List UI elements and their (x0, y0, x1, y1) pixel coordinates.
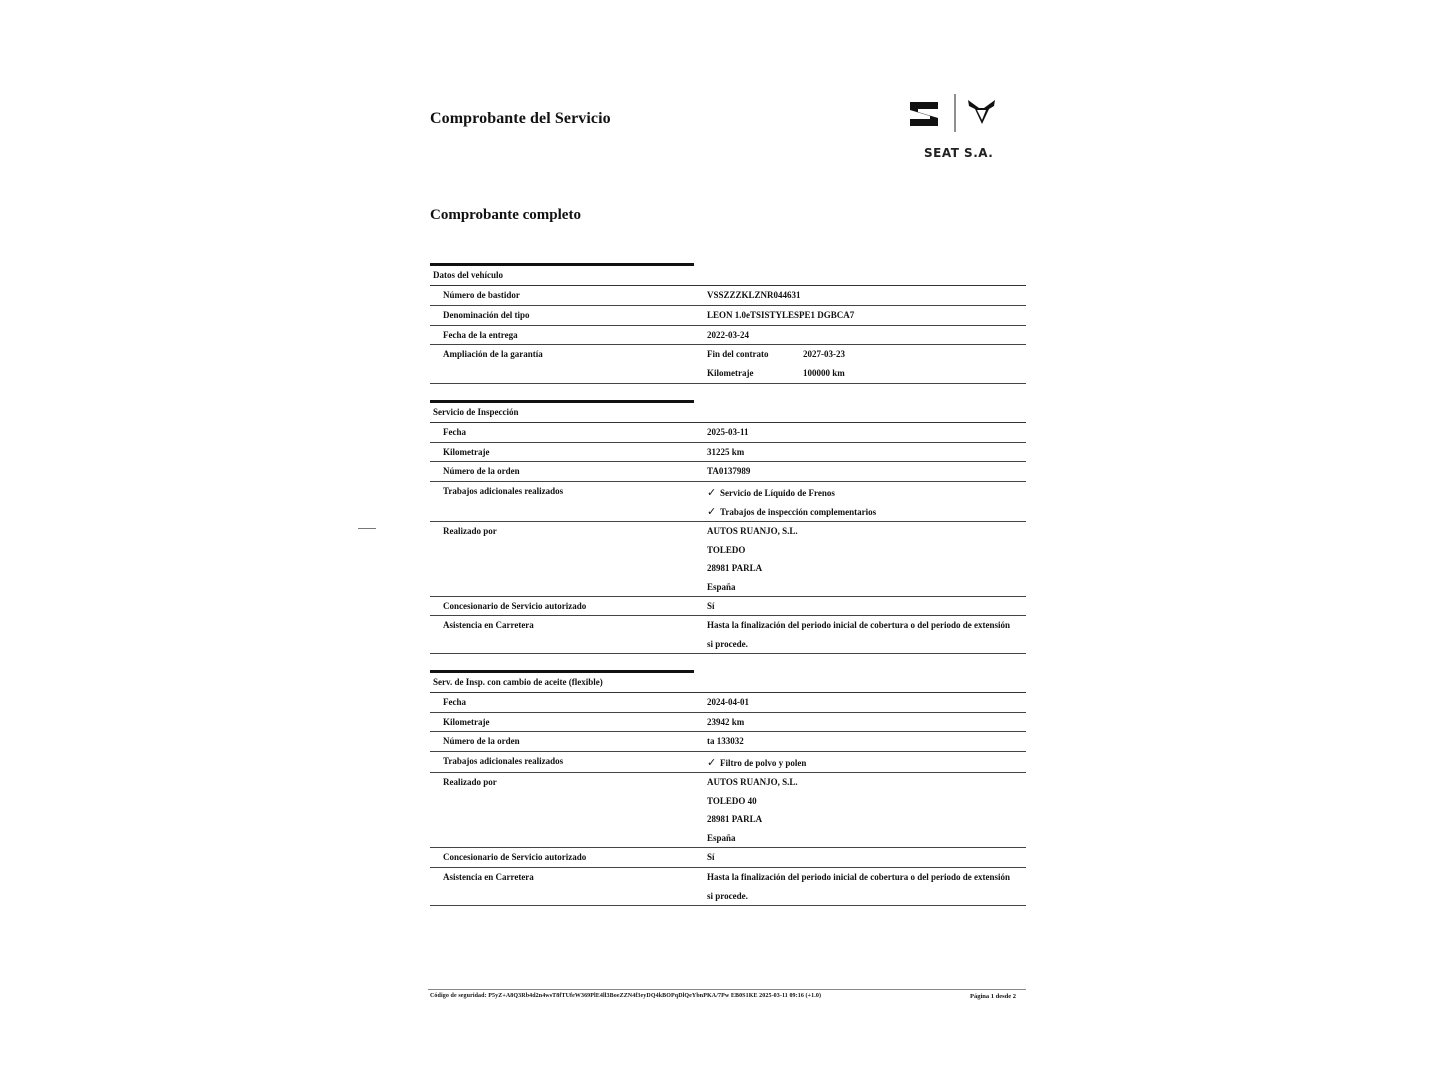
address-line: 28981 PARLA (707, 814, 763, 824)
assist-line: Hasta la finalización del periodo inicial de cobertura o del periodo de extensión (707, 872, 1010, 882)
row-value: Sí (707, 601, 715, 611)
row-value: ta 133032 (707, 736, 744, 746)
table-row (430, 752, 1026, 773)
table-row (430, 868, 1026, 906)
row-label: Fecha (443, 427, 466, 437)
page-number: Página 1 desde 2 (970, 993, 1017, 1000)
warranty-km-label: Kilometraje (707, 367, 754, 378)
check-icon: ✓ (707, 756, 717, 769)
check-icon: ✓ (707, 486, 717, 499)
warranty-end-value: 2027-03-23 (803, 349, 845, 359)
row-label: Asistencia en Carretera (443, 620, 534, 630)
vehicle-section (430, 263, 1026, 384)
row-label: Asistencia en Carretera (443, 872, 534, 882)
row-value: LEON 1.0eTSISTYLESPE1 DGBCA7 (707, 310, 855, 320)
address-line: España (707, 832, 736, 843)
table-row (430, 482, 1026, 522)
row-label: Realizado por (443, 526, 497, 536)
inspection-section (430, 400, 1026, 654)
address-line: España (707, 581, 736, 592)
row-value: 2024-04-01 (707, 697, 749, 707)
section-header (430, 400, 694, 423)
cupra-logo-icon (968, 100, 995, 124)
work-item: Servicio de Líquido de Frenos (720, 488, 835, 498)
warranty-km-value: 100000 km (803, 367, 845, 378)
work-item: Trabajos de inspección complementarios (720, 506, 877, 517)
section-header (430, 263, 694, 286)
section-heading: Serv. de Insp. con cambio de aceite (flexible) (433, 677, 603, 687)
document-subtitle: Comprobante completo (430, 207, 581, 223)
row-value: 2022-03-24 (707, 330, 749, 340)
margin-mark (358, 528, 376, 529)
row-label: Realizado por (443, 777, 497, 787)
work-item: Filtro de polvo y polen (720, 758, 807, 768)
row-value: 31225 km (707, 447, 745, 457)
table-row (430, 345, 1026, 384)
row-label: Denominación del tipo (443, 310, 530, 320)
row-label: Trabajos adicionales realizados (443, 756, 564, 766)
table-row (430, 443, 1026, 462)
assist-line: Hasta la finalización del periodo inicial de cobertura o del periodo de extensión (707, 620, 1010, 630)
seat-logo-icon (910, 102, 938, 126)
table-row (430, 326, 1026, 345)
table-row (430, 616, 1026, 654)
table-row (430, 597, 1026, 616)
table-row (430, 713, 1026, 732)
row-label: Fecha de la entrega (443, 330, 518, 340)
check-icon: ✓ (707, 504, 717, 518)
table-row (430, 423, 1026, 443)
section-header (430, 670, 694, 693)
table-row (430, 732, 1026, 752)
footer-rule (428, 989, 1026, 990)
row-label: Concesionario de Servicio autorizado (443, 601, 587, 611)
address-line: TOLEDO (707, 544, 746, 555)
table-row (430, 522, 1026, 597)
row-value: VSSZZZKLZNR044631 (707, 290, 801, 300)
table-row (430, 306, 1026, 326)
section-heading: Datos del vehículo (433, 270, 504, 280)
row-label: Fecha (443, 697, 466, 707)
warranty-end-label: Fin del contrato (707, 349, 769, 359)
row-label: Concesionario de Servicio autorizado (443, 852, 587, 862)
assist-line: si procede. (707, 638, 748, 649)
section-heading: Servicio de Inspección (433, 407, 519, 417)
address-line: TOLEDO 40 (707, 795, 757, 806)
assist-line: si procede. (707, 890, 748, 901)
row-value: Sí (707, 852, 715, 862)
table-row (430, 286, 1026, 306)
row-label: Número de bastidor (443, 290, 520, 300)
row-value: 23942 km (707, 717, 745, 727)
row-label: Trabajos adicionales realizados (443, 486, 564, 496)
address-line: 28981 PARLA (707, 563, 763, 573)
row-value: 2025-03-11 (707, 427, 749, 437)
row-value: TA0137989 (707, 466, 751, 476)
table-row (430, 773, 1026, 848)
oil-service-section (430, 670, 1026, 906)
security-code: Código de seguridad: P5yZ+A8Q3Rb4d2n4wsT8fTUfeW369PlE4ll3BoeZZN4f3eyDQ4kBOPqDlQeYbnPKA/7Pw EB0S1KE 2025-03-11 09:16 (+1.0) (430, 993, 822, 999)
logo-brand-text: SEAT S.A. (924, 146, 994, 160)
document-title: Comprobante del Servicio (430, 110, 611, 127)
row-label: Número de la orden (443, 466, 520, 476)
row-label: Kilometraje (443, 717, 490, 727)
table-row (430, 693, 1026, 713)
row-label: Número de la orden (443, 736, 520, 746)
table-row (430, 848, 1026, 868)
row-label: Ampliación de la garantía (443, 349, 543, 359)
row-label: Kilometraje (443, 447, 490, 457)
address-line: AUTOS RUANJO, S.L. (707, 777, 798, 787)
address-line: AUTOS RUANJO, S.L. (707, 526, 798, 536)
table-row (430, 462, 1026, 482)
